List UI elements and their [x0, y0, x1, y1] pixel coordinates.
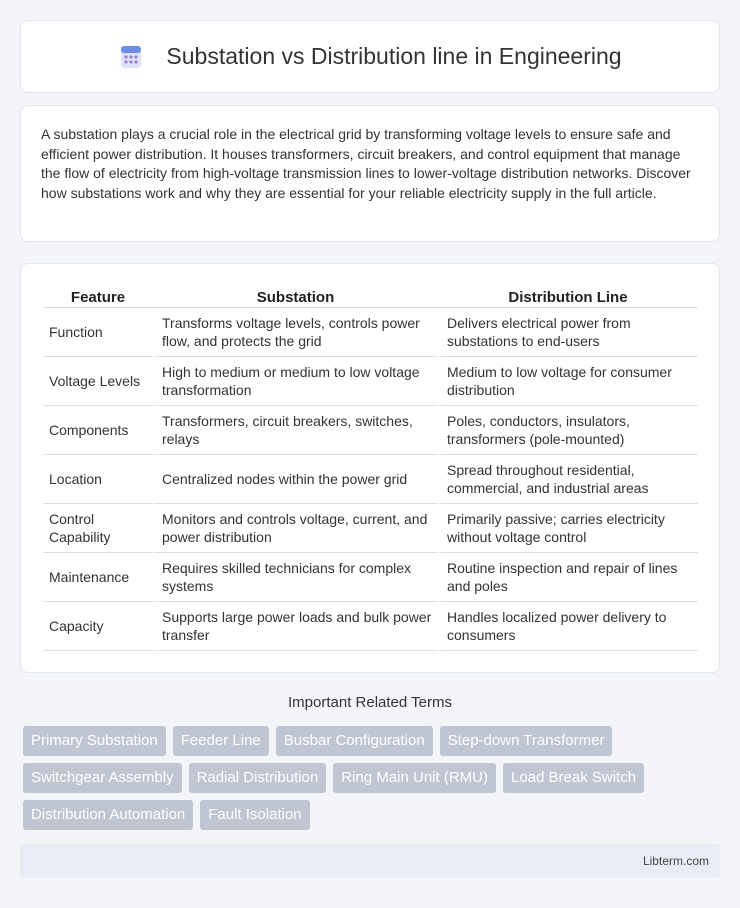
related-term-tag[interactable]: Switchgear Assembly [23, 763, 182, 793]
substation-cell: Monitors and controls voltage, current, and power distribution [153, 504, 438, 553]
distribution-line-cell: Routine inspection and repair of lines and poles [438, 553, 698, 602]
feature-cell: Control Capability [43, 504, 153, 553]
substation-cell: Centralized nodes within the power grid [153, 455, 438, 504]
intro-paragraph: A substation plays a crucial role in the electrical grid by transforming voltage levels to ensure safe and efficient power distribution. It houses transformers, circuit breakers, and control equipment that manage the flow of electricity from high-voltage transmission lines to lower-voltage distribution networks. Discover how substations work and why they are essential for your reliable electricity supply in the full article. [41, 126, 691, 201]
distribution-line-cell: Spread throughout residential, commercial, and industrial areas [438, 455, 698, 504]
distribution-line-cell: Poles, conductors, insulators, transformers (pole-mounted) [438, 406, 698, 455]
comparison-card [20, 263, 720, 673]
related-term-tag[interactable]: Ring Main Unit (RMU) [333, 763, 496, 793]
related-term-tag[interactable]: Radial Distribution [189, 763, 327, 793]
related-term-tag[interactable]: Feeder Line [173, 726, 269, 756]
feature-cell: Location [43, 455, 153, 504]
related-term-tag[interactable]: Load Break Switch [503, 763, 644, 793]
substation-cell: Supports large power loads and bulk power transfer [153, 602, 438, 651]
substation-cell: Transformers, circuit breakers, switches, relays [153, 406, 438, 455]
page-title: Substation vs Distribution line in Engineering [166, 43, 622, 69]
substation-cell: Transforms voltage levels, controls power flow, and protects the grid [153, 308, 438, 357]
distribution-line-cell: Medium to low voltage for consumer distribution [438, 357, 698, 406]
distribution-line-cell: Handles localized power delivery to consumers [438, 602, 698, 651]
feature-cell: Function [43, 308, 153, 357]
footer [20, 844, 720, 878]
related-term-tag[interactable]: Distribution Automation [23, 800, 193, 830]
related-term-tag[interactable]: Primary Substation [23, 726, 166, 756]
related-terms-title: Important Related Terms [288, 694, 452, 711]
table-row [43, 357, 698, 406]
table-header-row [43, 284, 698, 308]
feature-cell: Maintenance [43, 553, 153, 602]
feature-cell: Capacity [43, 602, 153, 651]
related-term-tag[interactable]: Busbar Configuration [276, 726, 433, 756]
substation-cell: High to medium or medium to low voltage transformation [153, 357, 438, 406]
header-substation: Substation [153, 284, 438, 308]
table-row [43, 504, 698, 553]
header-card [20, 20, 720, 93]
table-row [43, 406, 698, 455]
related-terms-list [23, 726, 723, 830]
comparison-table [43, 284, 698, 651]
substation-cell: Requires skilled technicians for complex systems [153, 553, 438, 602]
feature-cell: Components [43, 406, 153, 455]
table-row [43, 455, 698, 504]
intro-card [20, 105, 720, 242]
table-row [43, 308, 698, 357]
header-distribution-line: Distribution Line [438, 284, 698, 308]
distribution-line-cell: Primarily passive; carries electricity without voltage control [438, 504, 698, 553]
calculator-icon [118, 44, 144, 70]
footer-brand-link[interactable]: Libterm.com [642, 854, 709, 868]
table-row [43, 553, 698, 602]
related-term-tag[interactable]: Step-down Transformer [440, 726, 613, 756]
feature-cell: Voltage Levels [43, 357, 153, 406]
table-row [43, 602, 698, 651]
distribution-line-cell: Delivers electrical power from substations to end-users [438, 308, 698, 357]
related-term-tag[interactable]: Fault Isolation [200, 800, 309, 830]
header-feature: Feature [43, 284, 153, 308]
